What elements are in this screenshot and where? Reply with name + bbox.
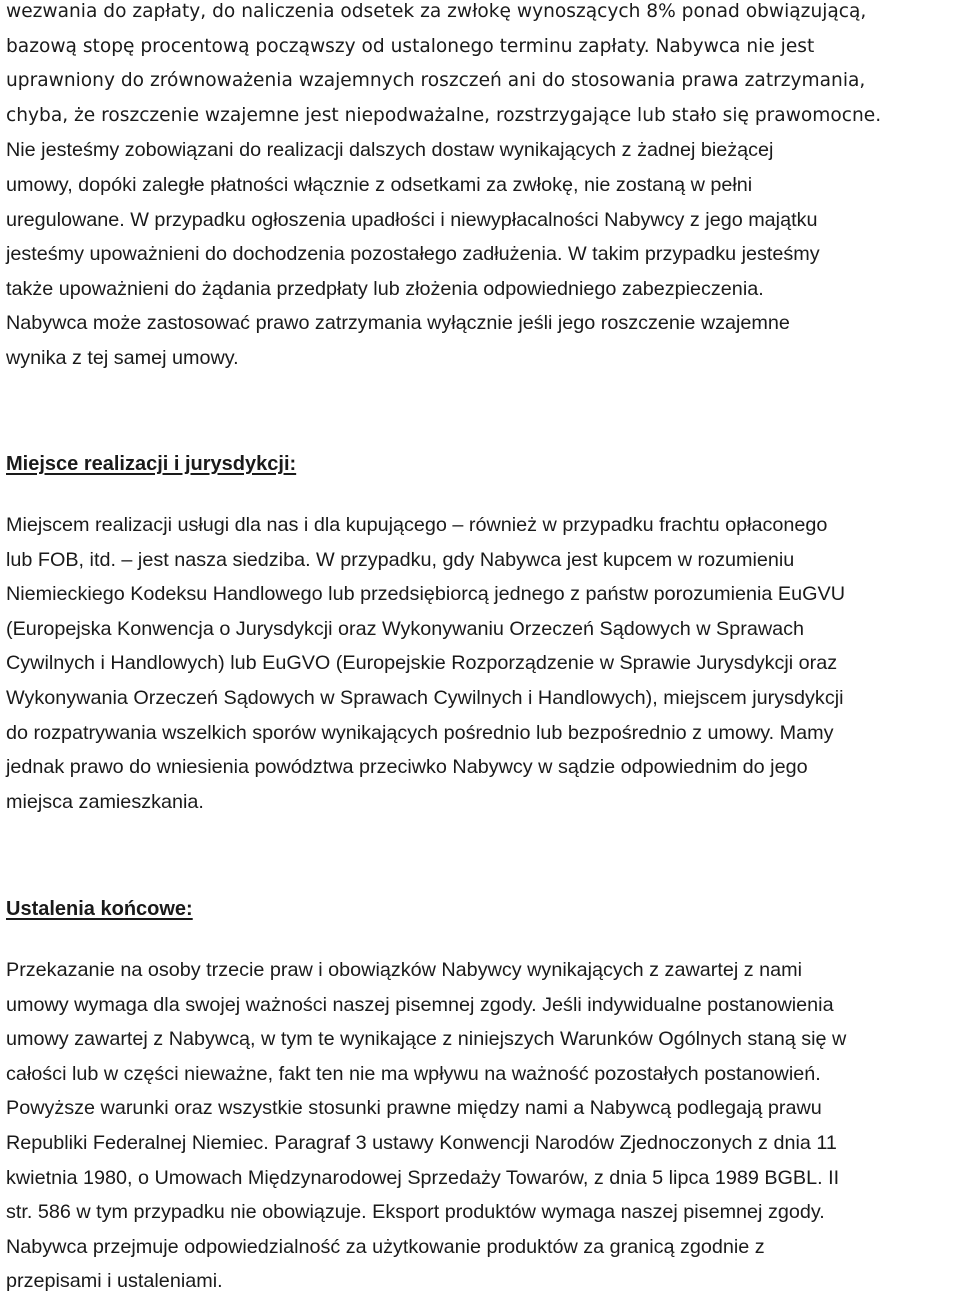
text-line: (Europejska Konwencja o Jurysdykcji oraz Wykonywaniu Orzeczeń Sądowych w Sprawach	[6, 617, 805, 640]
text-line: wezwania do zapłaty, do naliczenia odsetek za zwłokę wynoszących 8% ponad obwiązującą,	[6, 1, 867, 22]
text-line: Nie jesteśmy zobowiązani do realizacji dalszych dostaw wynikających z żadnej bieżącej	[6, 139, 774, 162]
jurisdiction-paragraph	[6, 508, 845, 819]
intro-paragraph	[6, 0, 881, 376]
text-line: uprawniony do zrównoważenia wzajemnych roszczeń ani do stosowania prawa zatrzymania,	[6, 70, 866, 92]
text-line: Wykonywania Orzeczeń Sądowych w Sprawach Cywilnych i Handlowych), miejscem jurysdykcji	[6, 686, 844, 709]
text-line: jednak prawo do wniesienia powództwa przeciwko Nabywcy w sądzie odpowiednim do jego	[6, 756, 808, 779]
text-line: chyba, że roszczenie wzajemne jest niepodważalne, rozstrzygające lub stało się prawomocne.	[6, 104, 882, 126]
text-line: także upoważnieni do żądania przedpłaty lub złożenia odpowiedniego zabezpieczenia.	[6, 277, 764, 300]
text-line: lub FOB, itd. – jest nasza siedziba. W przypadku, gdy Nabywca jest kupcem w rozumieniu	[6, 548, 795, 571]
text-line: całości lub w części nieważne, fakt ten nie ma wpływu na ważność pozostałych postanowień.	[6, 1062, 821, 1085]
text-line: Niemieckiego Kodeksu Handlowego lub przedsiębiorcą jednego z państw porozumienia EuGVU	[6, 583, 845, 606]
section-heading-jurisdiction: Miejsce realizacji i jurysdykcji:	[6, 453, 297, 475]
text-line: Miejscem realizacji usługi dla nas i dla kupującego – również w przypadku frachtu opłaconego	[6, 514, 828, 536]
text-line: Nabywca przejmuje odpowiedzialność za użytkowanie produktów za granicą zgodnie z	[6, 1235, 765, 1258]
text-line: Cywilnych i Handlowych) lub EuGVO (Europejskie Rozporządzenie w Sprawie Jurysdykcji oraz	[6, 652, 838, 675]
text-line: uregulowane. W przypadku ogłoszenia upadłości i niewypłacalności Nabywcy z jego majątku	[6, 208, 818, 231]
text-line: do rozpatrywania wszelkich sporów wynikających pośrednio lub bezpośrednio z umowy. Mamy	[6, 721, 834, 744]
text-line: umowy zawartej z Nabywcą, w tym te wynikające z niniejszych Warunków Ogólnych staną się w	[6, 1028, 847, 1051]
text-line: miejsca zamieszkania.	[6, 790, 204, 813]
text-line: str. 586 w tym przypadku nie obowiązuje. Eksport produktów wymaga naszej pisemnej zgody.	[6, 1201, 825, 1224]
text-line: jesteśmy upoważnieni do dochodzenia pozostałego zadłużenia. W takim przypadku jesteśmy	[6, 243, 820, 266]
text-line: Nabywca może zastosować prawo zatrzymania wyłącznie jeśli jego roszczenie wzajemne	[6, 312, 790, 335]
final-paragraph	[6, 953, 846, 1299]
text-line: przepisami i ustaleniami.	[6, 1270, 223, 1293]
text-line: Powyższe warunki oraz wszystkie stosunki prawne między nami a Nabywcą podlegają prawu	[6, 1097, 822, 1120]
text-line: kwietnia 1980, o Umowach Międzynarodowej Sprzedaży Towarów, z dnia 5 lipca 1989 BGBL. II	[6, 1166, 840, 1189]
text-line: umowy wymaga dla swojej ważności naszej pisemnej zgody. Jeśli indywidualne postanowienia	[6, 993, 834, 1016]
text-line: Republiki Federalnej Niemiec. Paragraf 3 ustawy Konwencji Narodów Zjednoczonych z dnia 11	[6, 1131, 837, 1154]
text-line: umowy, dopóki zaległe płatności włącznie z odsetkami za zwłokę, nie zostaną w pełni	[6, 173, 753, 196]
text-line: Przekazanie na osoby trzecie praw i obowiązków Nabywcy wynikających z zawartej z nami	[6, 959, 802, 981]
text-line: wynika z tej samej umowy.	[6, 346, 239, 369]
section-heading-final: Ustalenia końcowe:	[6, 898, 193, 920]
text-line: bazową stopę procentową począwszy od ustalonego terminu zapłaty. Nabywca nie jest	[6, 35, 815, 57]
